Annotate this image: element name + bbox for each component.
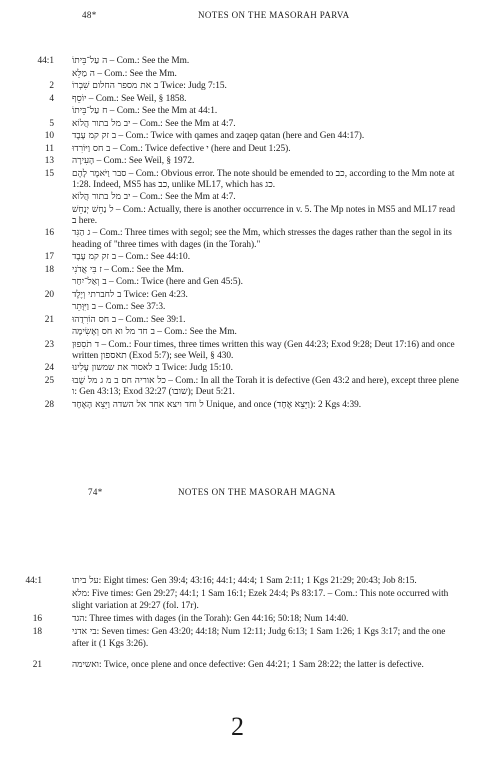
note-entry	[20, 252, 460, 263]
hebrew-lemma: יב מל בתור הֲלוֹא	[72, 192, 131, 203]
running-title: NOTES ON THE MASORAH PARVA	[198, 10, 350, 20]
note-text: – Com.: Four times, three times written this way (Gen 44:23; Exod 9:28; Deut 17:16) and once written תאספון (Exod 5:7); see Weil, § 430.	[72, 339, 455, 361]
verse-ref: 44:1	[37, 56, 54, 66]
note-text: – Com.: See 39:1.	[118, 314, 186, 325]
hebrew-lemma: ב וְאַל־יִחַר	[72, 277, 107, 288]
note-entry	[20, 315, 460, 326]
note-entry	[20, 265, 460, 276]
note-text: – Com.: Three times with segol; see the Mm, which stresses the dages rather than the segol in its heading of "three times with dages (in the Torah)."	[72, 228, 452, 250]
hebrew-lemma: על ביתו	[72, 576, 99, 586]
verse-ref: 2	[49, 81, 54, 91]
hebrew-lemma: יוֹסֵף	[72, 93, 87, 104]
running-title: NOTES ON THE MASORAH MAGNA	[178, 487, 336, 497]
note-entry	[20, 589, 460, 611]
note-entry	[20, 277, 460, 288]
verse-ref: 15	[44, 168, 54, 179]
note-entry	[20, 340, 460, 362]
note-entry	[20, 81, 460, 92]
note-entry	[20, 56, 460, 67]
note-text: – Com.: Actually, there is another occurrence in v. 5. The Mp notes in MS5 and ML17 read ב here.	[72, 204, 456, 226]
note-text: – Com.: See Weil, § 1858.	[88, 93, 187, 104]
note-entry	[20, 144, 460, 155]
verse-ref: 16	[44, 228, 54, 239]
note-entry	[20, 69, 460, 80]
masorah-magna-notes	[20, 576, 460, 673]
hebrew-lemma: ב זק קמ עָבֶד	[72, 252, 117, 263]
note-entry	[20, 614, 460, 625]
hebrew-lemma: סבר וַיֹּאמֶר לָהֶם	[72, 168, 127, 179]
hebrew-lemma: ואשימה	[72, 659, 99, 670]
verse-ref: 13	[44, 156, 54, 166]
hebrew-lemma: ל וחד ויצא אחד אל השדה וַיֵּצֵא הָאֶחָד	[72, 399, 204, 410]
hebrew-lemma: ב זק קמ עָבֶד	[72, 131, 117, 141]
note-text: – Com.: See the Mm.	[109, 56, 190, 66]
verse-ref: 44:1	[25, 576, 42, 586]
hebrew-lemma: ב חד מל וא חס וְאָשִׂימָה	[72, 327, 155, 338]
hebrew-lemma: ד תֹסִפוּן	[72, 339, 100, 350]
note-entry	[20, 627, 460, 649]
note-text: : Five times: Gen 29:27; 44:1; 1 Sam 16:1; Ezek 24:4; Ps 83:17. – Com.: This note occurred with slight variation at 29:27 (fol. 17r).	[72, 589, 449, 611]
hebrew-lemma: כל אוריה חס ב מ ג מל שֻׁבוּ	[72, 375, 166, 386]
note-entry	[20, 376, 460, 398]
verse-ref: 5	[49, 118, 54, 129]
hebrew-lemma: הגד	[72, 613, 85, 624]
page-number: 48*	[82, 10, 97, 20]
verse-ref: 11	[45, 143, 54, 154]
hebrew-lemma: בי אדני	[72, 627, 97, 638]
hebrew-lemma: ג הַגִּד	[72, 228, 91, 239]
verse-ref: 16	[32, 613, 42, 624]
note-entry	[20, 205, 460, 227]
note-entry	[20, 660, 460, 671]
note-text: Twice: Gen 4:23.	[123, 289, 188, 300]
note-entry	[20, 363, 460, 374]
hebrew-lemma: ח עַל־בֵּיתוֹ	[72, 106, 108, 116]
note-text: Unique, and once (וַיֵּצֵא אֶחָד): 2 Kgs 4:39.	[206, 399, 362, 410]
hebrew-lemma: מלא	[72, 589, 87, 600]
verse-ref: 18	[32, 627, 42, 638]
hebrew-lemma: הָעִירָה	[72, 156, 95, 166]
note-entry	[20, 290, 460, 301]
verse-ref: 28	[44, 399, 54, 410]
note-entry	[20, 576, 460, 587]
note-text: Twice: Judg 15:10.	[162, 363, 233, 374]
note-entry	[20, 400, 460, 411]
note-entry	[20, 131, 460, 142]
note-text: – Com.: Twice defective י (here and Deut 1:25).	[112, 143, 291, 154]
note-entry	[20, 156, 460, 167]
note-text: – Com.: See 44:10.	[118, 252, 191, 263]
note-text: – Com.: See the Mm at 4:7.	[132, 192, 236, 203]
note-text: – Com.: In all the Torah it is defective (Gen 43:2 and here), except three plene ו: Gen 43:13; Exod 32:27 (שובו); Deut 5:21.	[72, 375, 459, 398]
verse-ref: 21	[32, 659, 42, 670]
hebrew-lemma: יב מל בתור הֲלוֹא	[72, 118, 131, 129]
note-text: : Three times with dages (in the Torah): Gen 44:16; 50:18; Num 14:40.	[84, 613, 349, 624]
hebrew-lemma: ל נַחֵשׁ יְנַחֵשׁ	[72, 204, 114, 215]
note-text: – Com.: See the Mm at 4:7.	[132, 118, 236, 129]
hebrew-lemma: ב לחברתי וְיֶלֶד	[72, 289, 122, 300]
verse-ref: 23	[44, 339, 54, 350]
verse-ref: 10	[44, 131, 54, 141]
note-entry	[20, 119, 460, 130]
note-text: – Com.: See the Mm.	[157, 327, 237, 338]
hebrew-lemma: ז בִּי אֲדֹנִי	[72, 264, 102, 275]
masorah-parva-notes	[20, 56, 460, 412]
note-entry	[20, 169, 460, 191]
header-top	[0, 10, 485, 26]
note-text: – Com.: See the Mm.	[104, 264, 184, 275]
verse-ref: 25	[44, 375, 54, 386]
verse-ref: 24	[44, 363, 54, 374]
page-number: 74*	[88, 487, 103, 497]
note-entry	[20, 302, 460, 313]
note-text: : Eight times: Gen 39:4; 43:16; 44:1; 44:4; 1 Sam 2:11; 1 Kgs 21:29; 20:43; Job 8:15.	[98, 576, 417, 586]
verse-ref: 17	[44, 252, 54, 263]
hebrew-lemma: ב וַיִּוָּתֵר	[72, 302, 97, 313]
note-text: – Com.: Obvious error. The note should be emended to כב, according to the Mm note at 1:28. Indeed, MS5 has כב, unlike ML17, which has כג.	[72, 168, 455, 190]
note-text: – Com.: Twice with qames and zaqep qatan (here and Gen 44:17).	[118, 131, 365, 141]
note-text: – Com.: See the Mm at 44:1.	[109, 106, 218, 116]
verse-ref: 4	[49, 93, 54, 104]
note-entry	[20, 327, 460, 338]
header-bottom	[0, 487, 485, 503]
note-entry	[20, 106, 460, 117]
note-text: – Com.: See Weil, § 1972.	[96, 156, 195, 166]
hebrew-lemma: ה מַלֵּא	[72, 68, 95, 79]
note-text: – Com.: See the Mm.	[97, 68, 177, 79]
hebrew-lemma: ה עַל־בֵּיתוֹ	[72, 56, 108, 66]
note-entry	[20, 228, 460, 250]
verse-ref: 21	[44, 314, 54, 325]
hebrew-lemma: ב חס וַיּוֹרִדוּ	[72, 143, 111, 154]
note-entry	[20, 192, 460, 203]
note-text: – Com.: See 37:3.	[98, 302, 166, 313]
note-text: – Com.: Twice (here and Gen 45:5).	[109, 277, 243, 288]
note-text: Twice: Judg 7:15.	[160, 81, 227, 91]
hebrew-lemma: ב לאסור את שמשון עָלִינוּ	[72, 363, 160, 374]
verse-ref: 20	[44, 289, 54, 300]
note-text: : Twice, once plene and once defective: Gen 44:21; 1 Sam 28:22; the latter is defective.	[98, 659, 424, 670]
folio-number: 2	[231, 712, 244, 741]
hebrew-lemma: ב חס הוֹרִדֻהוּ	[72, 314, 117, 325]
note-text: : Seven times: Gen 43:20; 44:18; Num 12:11; Judg 6:13; 1 Sam 1:26; 1 Kgs 3:17; and the one after it (1 Kgs 3:26).	[72, 627, 446, 649]
hebrew-lemma: ב את מספר החלום שִׁבְרוֹ	[72, 81, 159, 91]
verse-ref: 18	[44, 264, 54, 275]
note-entry	[20, 94, 460, 105]
